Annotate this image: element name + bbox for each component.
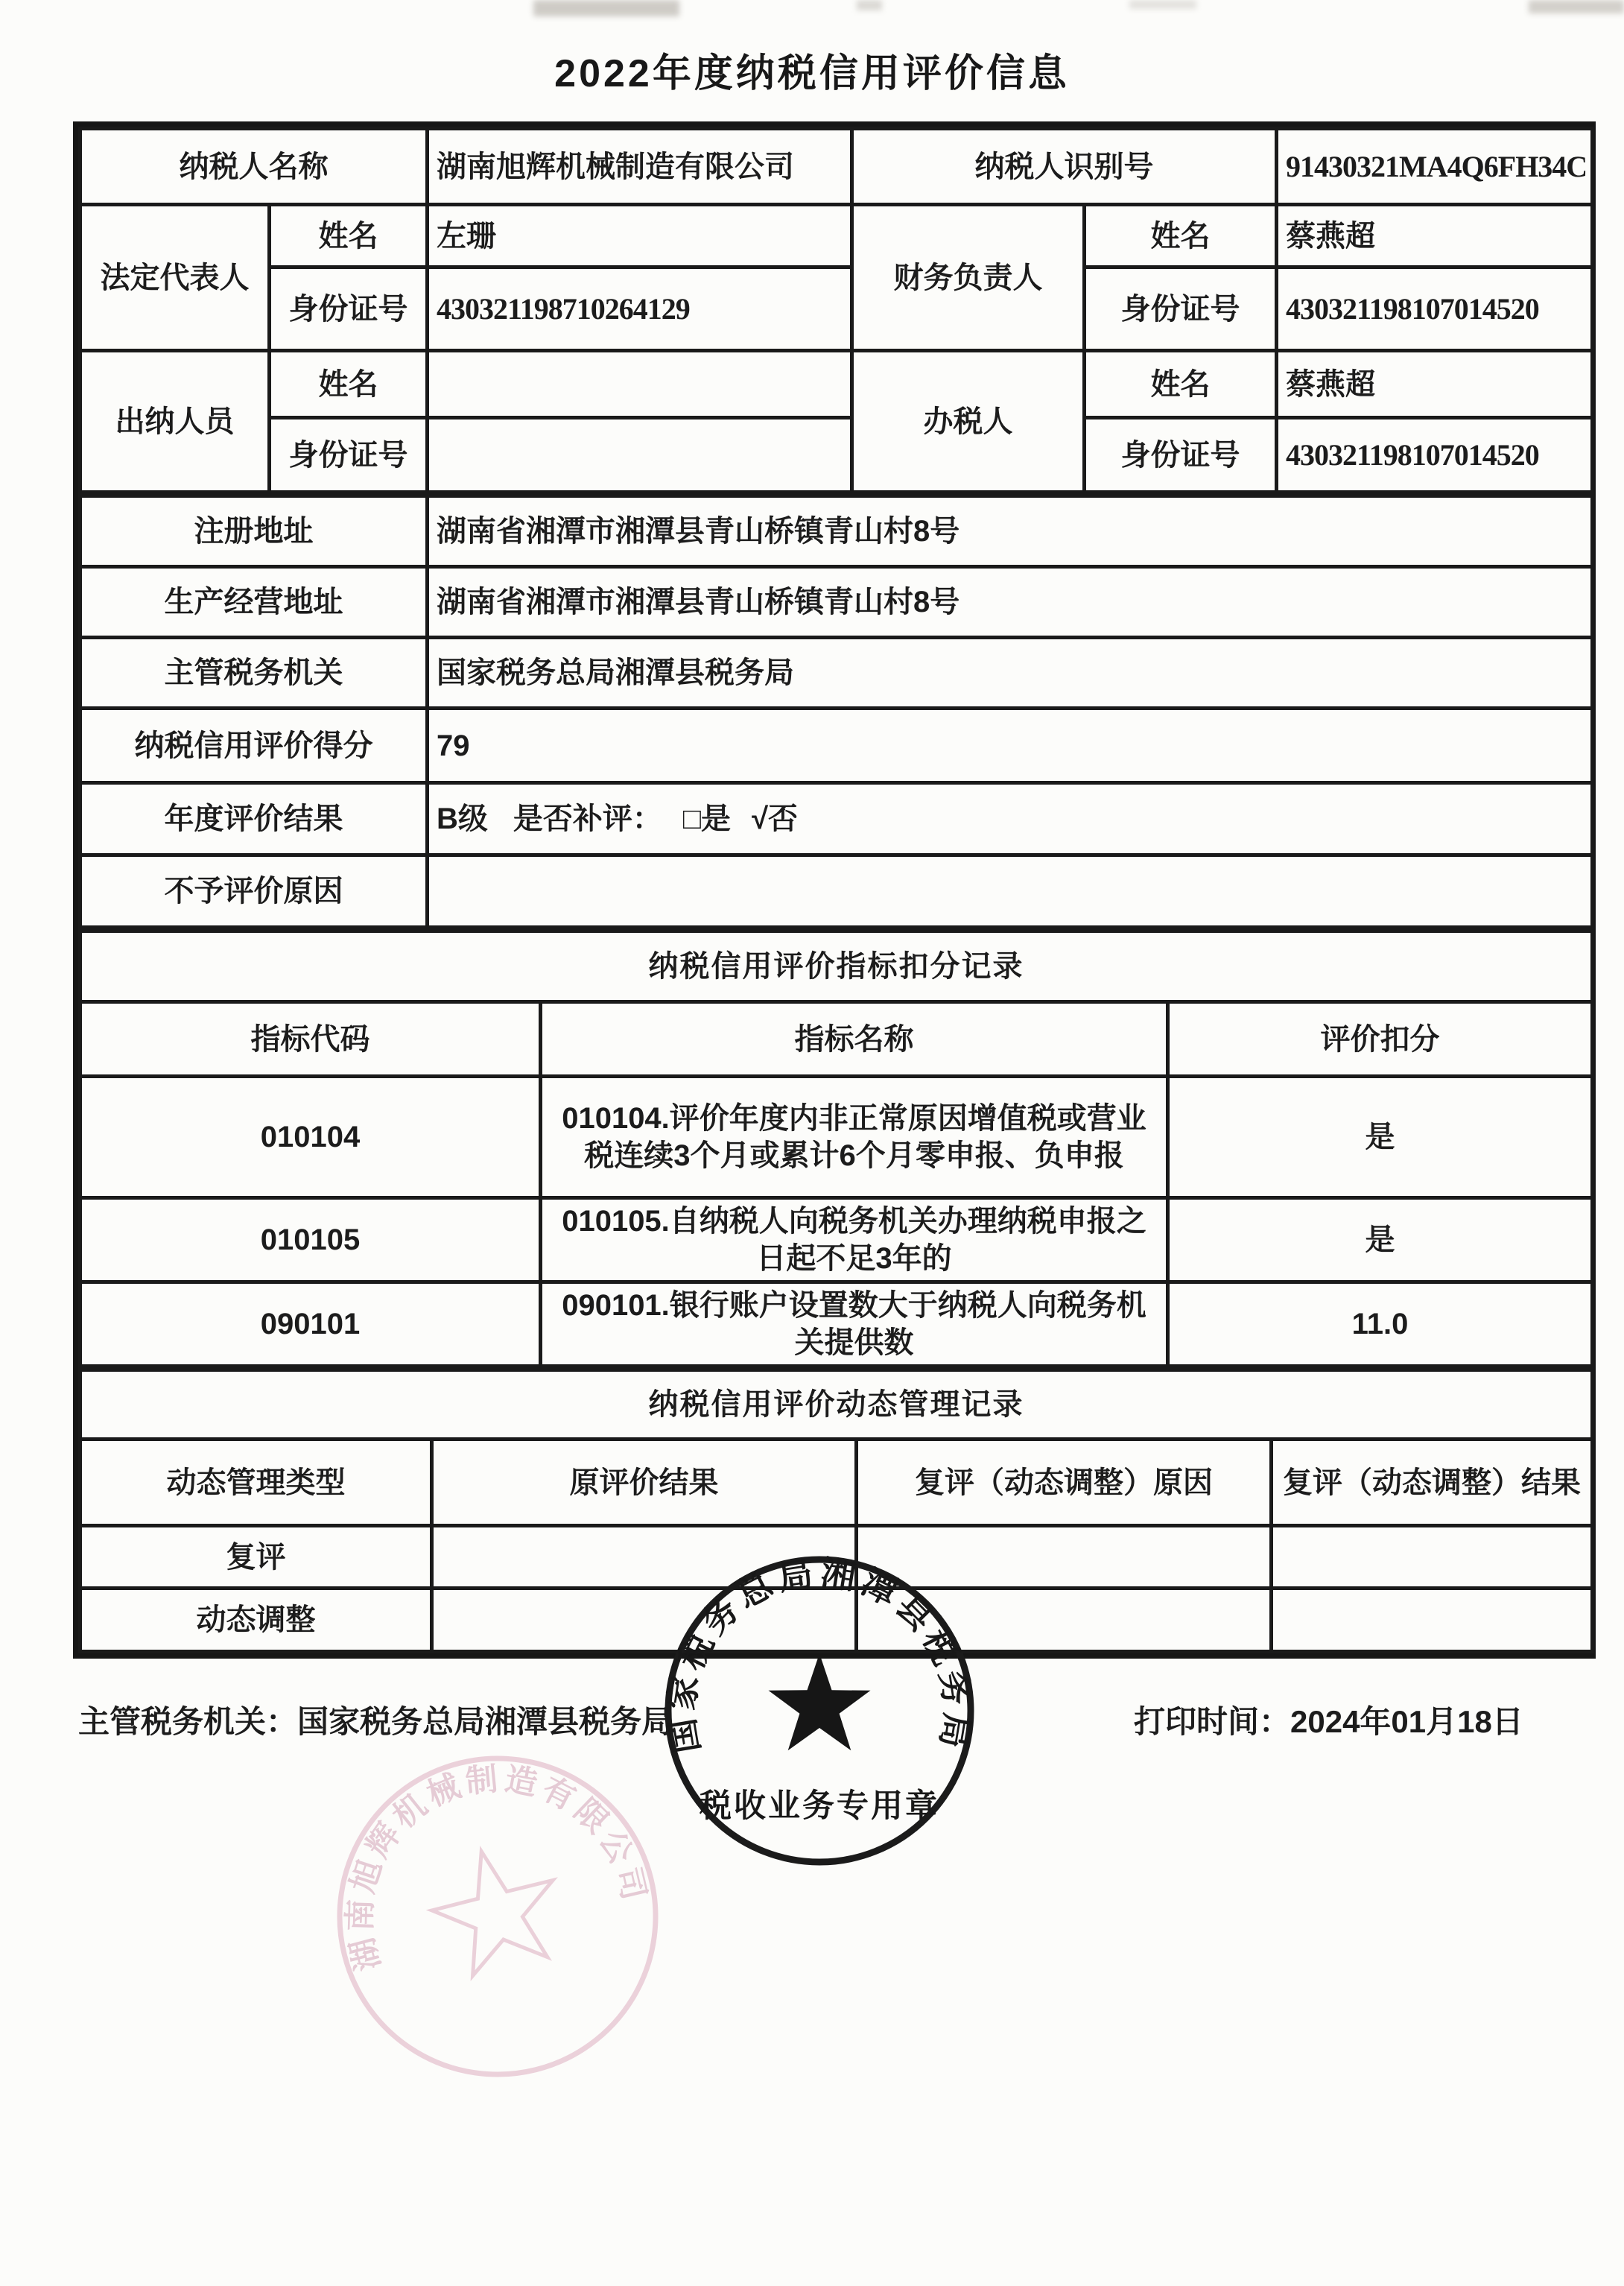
dynamic-result xyxy=(1272,1589,1593,1652)
cashier-id-value xyxy=(428,418,852,493)
indicator-name: 010105.自纳税人向税务机关办理纳税申报之日起不足3年的 xyxy=(541,1198,1168,1282)
indicator-deduction: 11.0 xyxy=(1168,1282,1593,1367)
supplement-question: 是否补评： xyxy=(513,802,662,835)
col-header-indicator-code: 指标代码 xyxy=(80,1002,541,1077)
indicator-deduction: 是 xyxy=(1168,1077,1593,1198)
seal-star-icon xyxy=(769,1653,871,1750)
footer-print-time: 打印时间：2024年01月18日 xyxy=(1134,1704,1523,1739)
detail-rows-table xyxy=(78,494,1594,929)
finance-officer-label: 财务负责人 xyxy=(852,205,1085,351)
deduction-row xyxy=(80,1077,1593,1198)
deduction-row xyxy=(80,1282,1593,1367)
scan-artifact xyxy=(1129,0,1196,9)
col-header-dynamic-type: 动态管理类型 xyxy=(80,1440,432,1526)
col-header-deduction: 评价扣分 xyxy=(1168,1002,1593,1077)
legal-rep-id-value: 430321198710264129 xyxy=(428,267,852,351)
checkbox-yes: □是 xyxy=(682,802,732,835)
cashier-label: 出纳人员 xyxy=(80,351,270,493)
dynamic-original-result xyxy=(432,1526,857,1589)
clerk-name-value: 蔡燕超 xyxy=(1277,351,1593,418)
credit-score-label: 纳税信用评价得分 xyxy=(80,709,428,783)
finance-id-value: 430321198107014520 xyxy=(1277,267,1593,351)
company-seal-arc-text: 湖南旭辉机械制造有限公司 xyxy=(342,1761,653,1975)
scan-artifact xyxy=(1529,0,1624,13)
legal-rep-name-value: 左珊 xyxy=(428,205,852,267)
col-header-indicator-name: 指标名称 xyxy=(541,1002,1168,1077)
tax-authority-label: 主管税务机关 xyxy=(80,638,428,709)
tax-authority-value: 国家税务总局湘潭县税务局 xyxy=(428,638,1593,709)
cashier-name-label: 姓名 xyxy=(270,351,428,418)
col-header-original-result: 原评价结果 xyxy=(432,1440,857,1526)
clerk-id-value: 430321198107014520 xyxy=(1277,418,1593,493)
finance-name-label: 姓名 xyxy=(1085,205,1277,267)
dynamic-row xyxy=(80,1589,1593,1652)
svg-text:湖南旭辉机械制造有限公司 xyxy=(309,1728,653,1975)
indicator-code: 010105 xyxy=(80,1198,541,1282)
legal-rep-name-label: 姓名 xyxy=(270,205,428,267)
dynamic-management-table xyxy=(78,1368,1594,1653)
col-header-review-result: 复评（动态调整）结果 xyxy=(1272,1440,1593,1526)
checkmark-no: √否 xyxy=(752,802,799,835)
company-seal-ring xyxy=(306,1725,689,2108)
legal-rep-label: 法定代表人 xyxy=(80,205,270,351)
taxpayer-name-label: 纳税人名称 xyxy=(80,129,428,205)
dynamic-reason xyxy=(857,1589,1272,1652)
registered-address-label: 注册地址 xyxy=(80,496,428,567)
footer-authority-text: 主管税务机关：国家税务总局湘潭县税务局 xyxy=(78,1704,673,1739)
annual-result-value xyxy=(428,783,1593,855)
no-eval-reason-label: 不予评价原因 xyxy=(80,855,428,928)
company-seal-star-icon xyxy=(421,1836,571,1981)
dynamic-row xyxy=(80,1526,1593,1589)
indicator-code: 090101 xyxy=(80,1282,541,1367)
indicator-name: 090101.银行账户设置数大于纳税人向税务机关提供数 xyxy=(541,1282,1168,1367)
annual-result-label: 年度评价结果 xyxy=(80,783,428,855)
dynamic-section-title: 纳税信用评价动态管理记录 xyxy=(80,1370,1593,1440)
tax-clerk-label: 办税人 xyxy=(852,351,1085,493)
dynamic-type: 复评 xyxy=(80,1526,432,1589)
clerk-id-label: 身份证号 xyxy=(1085,418,1277,493)
business-address-value: 湖南省湘潭市湘潭县青山桥镇青山村8号 xyxy=(428,567,1593,638)
business-address-label: 生产经营地址 xyxy=(80,567,428,638)
clerk-name-label: 姓名 xyxy=(1085,351,1277,418)
taxpayer-id-value: 91430321MA4Q6FH34C xyxy=(1277,129,1593,205)
taxpayer-info-table xyxy=(78,127,1594,494)
indicator-deduction: 是 xyxy=(1168,1198,1593,1282)
deduction-section-title: 纳税信用评价指标扣分记录 xyxy=(80,931,1593,1002)
page-title: 2022年度纳税信用评价信息 xyxy=(554,52,1070,95)
finance-name-value: 蔡燕超 xyxy=(1277,205,1593,267)
result-grade: B级 xyxy=(437,802,488,835)
indicator-name: 010104.评价年度内非正常原因增值税或营业税连续3个月或累计6个月零申报、负申报 xyxy=(541,1077,1168,1198)
credit-score-value: 79 xyxy=(428,709,1593,783)
document-table-frame xyxy=(73,121,1596,1659)
dynamic-type: 动态调整 xyxy=(80,1589,432,1652)
cashier-name-value xyxy=(428,351,852,418)
no-eval-reason-value xyxy=(428,855,1593,928)
registered-address-value: 湖南省湘潭市湘潭县青山桥镇青山村8号 xyxy=(428,496,1593,567)
indicator-code: 010104 xyxy=(80,1077,541,1198)
legal-rep-id-label: 身份证号 xyxy=(270,267,428,351)
deduction-table xyxy=(78,929,1594,1368)
taxpayer-name-value: 湖南旭辉机械制造有限公司 xyxy=(428,129,852,205)
col-header-review-reason: 复评（动态调整）原因 xyxy=(857,1440,1272,1526)
dynamic-result xyxy=(1272,1526,1593,1589)
deduction-row xyxy=(80,1198,1593,1282)
seal-bottom-text: 税收业务专用章 xyxy=(700,1788,939,1824)
seal-arc-text: 国家税务总局湘潭县税务局 xyxy=(662,1553,977,1756)
dynamic-original-result xyxy=(432,1589,857,1652)
scan-artifact xyxy=(533,0,679,16)
scan-artifact xyxy=(857,0,882,10)
taxpayer-id-label: 纳税人识别号 xyxy=(852,129,1277,205)
dynamic-reason xyxy=(857,1526,1272,1589)
company-seal xyxy=(290,1709,705,2124)
finance-id-label: 身份证号 xyxy=(1085,267,1277,351)
cashier-id-label: 身份证号 xyxy=(270,418,428,493)
